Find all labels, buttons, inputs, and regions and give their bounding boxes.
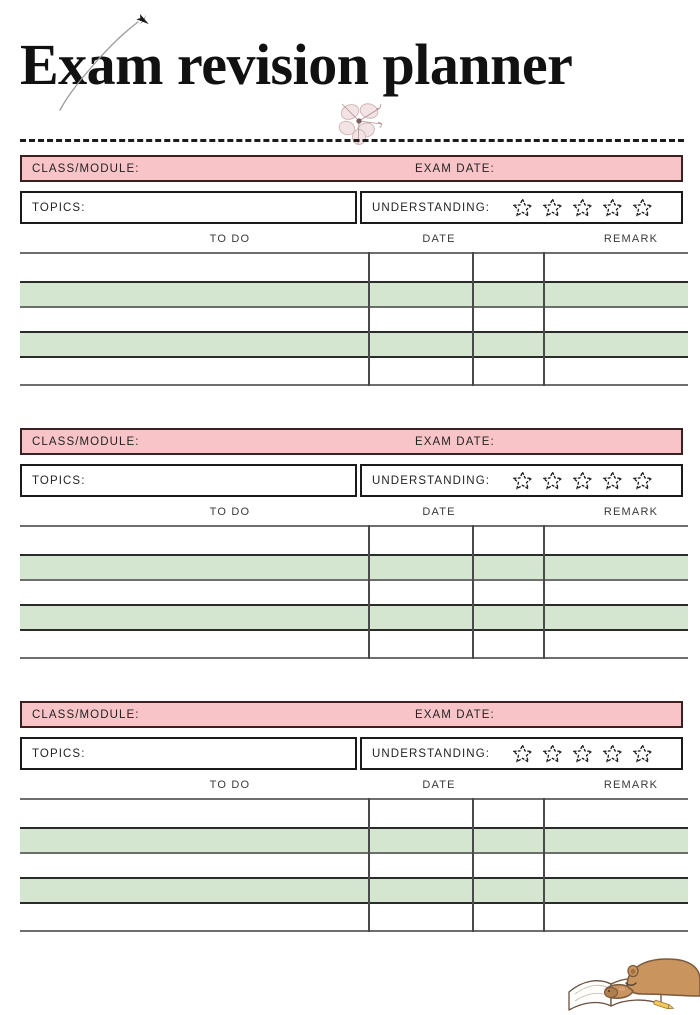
page-title: Exam revision planner [20, 32, 573, 97]
planner-section-2 [0, 428, 700, 659]
topics-understanding-row [20, 737, 683, 770]
column-header-todo: TO DO [209, 506, 251, 518]
table-rule [20, 902, 688, 904]
table-rule [20, 827, 688, 829]
star-outline-icon-3[interactable] [572, 743, 593, 764]
topics-label: TOPICS: [32, 747, 86, 760]
table-rule [20, 852, 688, 854]
star-outline-icon-4[interactable] [602, 743, 623, 764]
table-column-divider-2 [472, 798, 474, 932]
table-rule [20, 877, 688, 879]
star-outline-icon-2[interactable] [542, 743, 563, 764]
star-outline-icon-1[interactable] [512, 470, 533, 491]
topics-understanding-row [20, 191, 683, 224]
star-outline-icon-1[interactable] [512, 197, 533, 218]
topics-label: TOPICS: [32, 474, 86, 487]
topics-field[interactable] [20, 464, 357, 497]
todo-table-grid [20, 252, 688, 386]
table-rule [20, 798, 688, 800]
table-rule [20, 525, 688, 527]
class-module-label: CLASS/MODULE: [32, 162, 140, 175]
topics-field[interactable] [20, 191, 357, 224]
class-module-bar[interactable] [20, 155, 683, 182]
star-outline-icon-3[interactable] [572, 470, 593, 491]
class-module-label: CLASS/MODULE: [32, 435, 140, 448]
column-header-date: DATE [422, 779, 456, 791]
understanding-field[interactable] [360, 191, 683, 224]
table-rule [20, 331, 688, 333]
table-rule [20, 930, 688, 932]
table-row[interactable] [20, 827, 688, 852]
table-rule [20, 384, 688, 386]
table-rule [20, 554, 688, 556]
table-column-divider-1 [368, 525, 370, 659]
topics-field[interactable] [20, 737, 357, 770]
table-rule [20, 629, 688, 631]
column-header-remark: REMARK [603, 506, 659, 518]
star-outline-icon-2[interactable] [542, 197, 563, 218]
todo-table-grid [20, 525, 688, 659]
planner-section-3 [0, 701, 700, 932]
column-header-todo: TO DO [209, 779, 251, 791]
star-outline-icon-5[interactable] [632, 197, 653, 218]
table-row[interactable] [20, 877, 688, 902]
table-rule [20, 306, 688, 308]
column-header-date: DATE [422, 506, 456, 518]
star-outline-icon-5[interactable] [632, 743, 653, 764]
column-header-remark: REMARK [603, 779, 659, 791]
todo-table [20, 233, 688, 386]
table-column-divider-2 [472, 525, 474, 659]
star-outline-icon-4[interactable] [602, 470, 623, 491]
understanding-star-rating[interactable] [512, 470, 653, 491]
todo-table-grid [20, 798, 688, 932]
planner-section-1 [0, 155, 700, 386]
topics-label: TOPICS: [32, 201, 86, 214]
star-outline-icon-1[interactable] [512, 743, 533, 764]
star-outline-icon-4[interactable] [602, 197, 623, 218]
table-row[interactable] [20, 604, 688, 629]
table-column-divider-2 [472, 252, 474, 386]
table-column-divider-3 [543, 252, 545, 386]
todo-table-header [20, 779, 688, 798]
table-row[interactable] [20, 331, 688, 356]
understanding-label: UNDERSTANDING: [372, 201, 491, 214]
todo-table [20, 506, 688, 659]
star-outline-icon-2[interactable] [542, 470, 563, 491]
table-rule [20, 356, 688, 358]
table-column-divider-3 [543, 798, 545, 932]
column-header-date: DATE [422, 233, 456, 245]
table-rule [20, 579, 688, 581]
understanding-field[interactable] [360, 737, 683, 770]
dashed-divider [20, 139, 684, 142]
class-module-bar[interactable] [20, 701, 683, 728]
todo-table-header [20, 506, 688, 525]
column-header-todo: TO DO [209, 233, 251, 245]
understanding-field[interactable] [360, 464, 683, 497]
exam-date-label: EXAM DATE: [415, 435, 495, 448]
todo-table [20, 779, 688, 932]
table-column-divider-1 [368, 798, 370, 932]
table-column-divider-1 [368, 252, 370, 386]
capybara-reading-book-icon [565, 952, 700, 1015]
understanding-label: UNDERSTANDING: [372, 747, 491, 760]
table-rule [20, 604, 688, 606]
exam-date-label: EXAM DATE: [415, 708, 495, 721]
understanding-label: UNDERSTANDING: [372, 474, 491, 487]
table-row[interactable] [20, 554, 688, 579]
understanding-star-rating[interactable] [512, 197, 653, 218]
class-module-bar[interactable] [20, 428, 683, 455]
table-rule [20, 657, 688, 659]
exam-date-label: EXAM DATE: [415, 162, 495, 175]
table-rule [20, 281, 688, 283]
table-row[interactable] [20, 281, 688, 306]
star-outline-icon-5[interactable] [632, 470, 653, 491]
table-rule [20, 252, 688, 254]
page-header [0, 0, 700, 150]
column-header-remark: REMARK [603, 233, 659, 245]
table-column-divider-3 [543, 525, 545, 659]
understanding-star-rating[interactable] [512, 743, 653, 764]
todo-table-header [20, 233, 688, 252]
topics-understanding-row [20, 464, 683, 497]
star-outline-icon-3[interactable] [572, 197, 593, 218]
class-module-label: CLASS/MODULE: [32, 708, 140, 721]
